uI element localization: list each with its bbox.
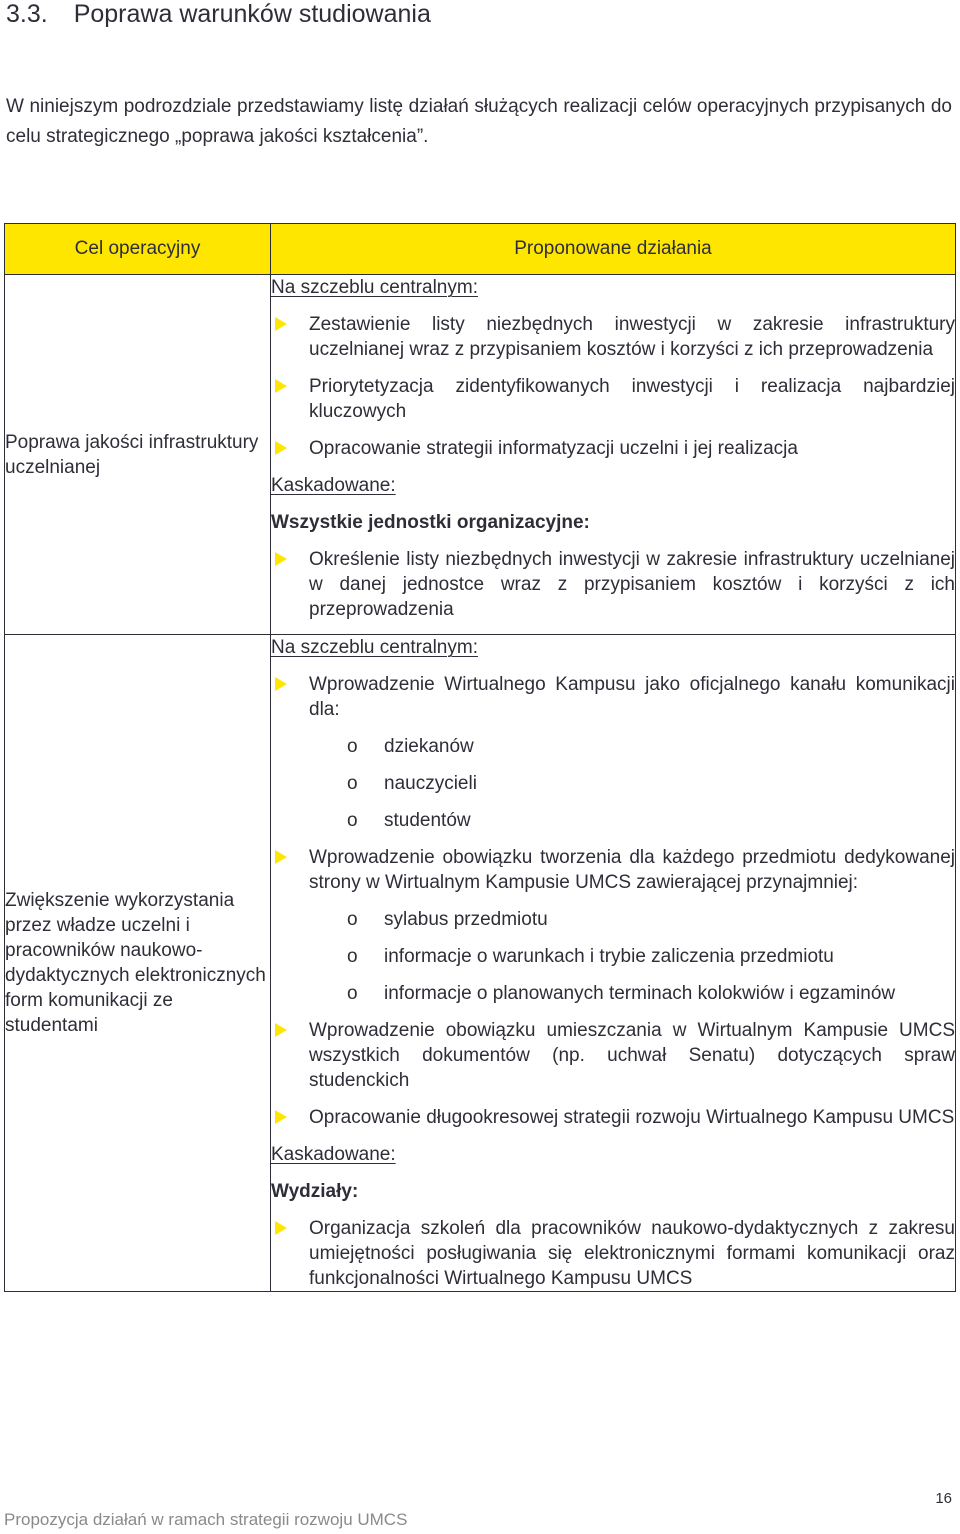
sub-list-item xyxy=(309,734,955,759)
triangle-bullet-icon xyxy=(275,1023,287,1037)
unit-label: Wszystkie jednostki organizacyjne: xyxy=(271,512,590,533)
action-list xyxy=(271,1216,955,1291)
list-item-text: Organizacja szkoleń dla pracowników naukowo-dydaktycznych z zakresu umiejętności posługiwania się elektronicznymi formami komunikacji oraz funkcjonalności Wirtualnego Kampusu UMCS xyxy=(309,1218,955,1289)
triangle-bullet-icon xyxy=(275,552,287,566)
list-item xyxy=(271,845,955,1006)
circle-bullet-icon: o xyxy=(347,810,358,831)
level-label: Kaskadowane: xyxy=(271,1144,396,1165)
sub-list-item-text: informacje o warunkach i trybie zaliczenia przedmiotu xyxy=(384,946,834,967)
circle-bullet-icon: o xyxy=(347,983,358,1004)
sub-list-item-text: nauczycieli xyxy=(384,773,477,794)
circle-bullet-icon: o xyxy=(347,946,358,967)
sub-list-item xyxy=(309,808,955,833)
list-item xyxy=(271,547,955,622)
sub-list-item-text: dziekanów xyxy=(384,736,474,757)
section-number: 3.3. xyxy=(6,0,48,28)
list-item-text: Opracowanie strategii informatyzacji uczelni i jej realizacja xyxy=(309,438,798,459)
level-label: Kaskadowane: xyxy=(271,475,396,496)
goal-cell: Zwiększenie wykorzystania przez władze uczelni i pracowników naukowo-dydaktycznych elektronicznych form komunikacji ze studentami xyxy=(5,635,271,1292)
unit-label: Wydziały: xyxy=(271,1181,359,1202)
sub-list-item-text: sylabus przedmiotu xyxy=(384,909,548,930)
table-row xyxy=(5,275,956,635)
list-item-text: Zestawienie listy niezbędnych inwestycji w zakresie infrastruktury uczelnianej wraz z przypisaniem kosztów i korzyści z ich przeprowadzenia xyxy=(309,314,955,360)
sub-list-item xyxy=(309,944,955,969)
sub-list-item xyxy=(309,907,955,932)
triangle-bullet-icon xyxy=(275,317,287,331)
table-header-row xyxy=(5,224,956,275)
section-title: Poprawa warunków studiowania xyxy=(73,0,431,28)
sub-list-item-text: studentów xyxy=(384,810,471,831)
actions-cell xyxy=(271,635,956,1292)
list-item-text: Priorytetyzacja zidentyfikowanych inwestycji i realizacja najbardziej kluczowych xyxy=(309,376,955,422)
action-list xyxy=(271,547,955,622)
triangle-bullet-icon xyxy=(275,1110,287,1124)
triangle-bullet-icon xyxy=(275,850,287,864)
page-number: 16 xyxy=(935,1490,952,1507)
action-list xyxy=(271,312,955,461)
list-item-text: Określenie listy niezbędnych inwestycji w zakresie infrastruktury uczelnianej w danej jednostce wraz z przypisaniem kosztów i korzyści z ich przeprowadzenia xyxy=(309,549,955,620)
list-item xyxy=(271,312,955,362)
sub-list xyxy=(309,907,955,1006)
circle-bullet-icon: o xyxy=(347,909,358,930)
list-item xyxy=(271,1216,955,1291)
list-item xyxy=(271,436,955,461)
list-item xyxy=(271,1105,955,1130)
section-heading xyxy=(6,0,431,29)
list-item-text: Wprowadzenie obowiązku tworzenia dla każdego przedmiotu dedykowanej strony w Wirtualnym Kampusie UMCS zawierającej przynajmniej: xyxy=(309,847,955,893)
actions-cell xyxy=(271,275,956,635)
goal-cell: Poprawa jakości infrastruktury uczelnianej xyxy=(5,275,271,635)
circle-bullet-icon: o xyxy=(347,773,358,794)
list-item xyxy=(271,672,955,833)
level-label: Na szczeblu centralnym: xyxy=(271,277,478,298)
sub-list-item xyxy=(309,771,955,796)
circle-bullet-icon: o xyxy=(347,736,358,757)
triangle-bullet-icon xyxy=(275,1221,287,1235)
header-goal: Cel operacyjny xyxy=(5,224,271,275)
level-label: Na szczeblu centralnym: xyxy=(271,637,478,658)
footer-text: Propozycja działań w ramach strategii rozwoju UMCS xyxy=(4,1510,408,1529)
intro-paragraph: W niniejszym podrozdziale przedstawiamy listę działań służących realizacji celów operacyjnych przypisanych do celu strategicznego „poprawa jakości kształcenia”. xyxy=(6,96,952,147)
sub-list-item xyxy=(309,981,955,1006)
sub-list xyxy=(309,734,955,833)
list-item-text: Wprowadzenie Wirtualnego Kampusu jako oficjalnego kanału komunikacji dla: xyxy=(309,674,955,720)
triangle-bullet-icon xyxy=(275,441,287,455)
triangle-bullet-icon xyxy=(275,677,287,691)
triangle-bullet-icon xyxy=(275,379,287,393)
sub-list-item-text: informacje o planowanych terminach kolokwiów i egzaminów xyxy=(384,983,896,1004)
table-row xyxy=(5,635,956,1292)
header-actions: Proponowane działania xyxy=(271,224,956,275)
list-item-text: Wprowadzenie obowiązku umieszczania w Wirtualnym Kampusie UMCS wszystkich dokumentów (np. uchwał Senatu) dotyczących spraw studenckich xyxy=(309,1020,955,1091)
list-item xyxy=(271,1018,955,1093)
action-list xyxy=(271,672,955,1130)
list-item-text: Opracowanie długookresowej strategii rozwoju Wirtualnego Kampusu UMCS xyxy=(309,1107,955,1128)
goals-table xyxy=(4,223,956,1292)
list-item xyxy=(271,374,955,424)
